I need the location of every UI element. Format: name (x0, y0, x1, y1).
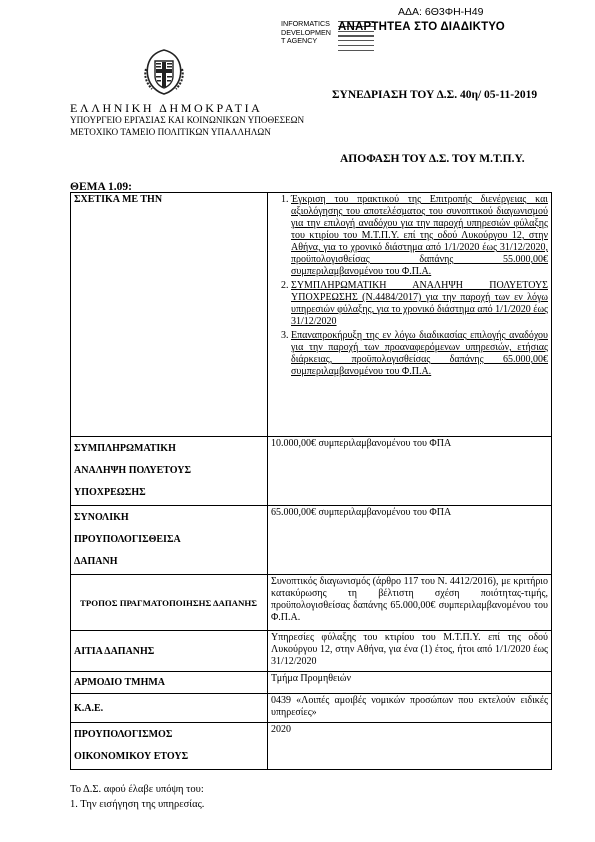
footer-intro: Το Δ.Σ. αφού έλαβε υπόψη του: (70, 784, 204, 795)
greek-emblem-icon (142, 49, 186, 95)
table-row (71, 506, 552, 575)
table-row (71, 575, 552, 631)
row-value: 10.000,00€ συμπεριλαμβανομένου του ΦΠΑ (268, 437, 552, 506)
row-label (71, 437, 268, 506)
row-label (71, 631, 268, 672)
footer-item: 1. Την εισήγηση της υπηρεσίας. (70, 799, 205, 810)
decision-details-table (70, 192, 552, 770)
row-label-line: ΣΥΜΠΛΗΡΩΜΑΤΙΚΗ (74, 443, 176, 454)
row-value: Υπηρεσίες φύλαξης του κτιρίου του Μ.Τ.Π.Υ. επί της οδού Λυκούργου 12, στην Αθήνα, για ένα (1) έτος, ήτοι από 1/1/2020 έως 31/12/2020 (268, 631, 552, 672)
digital-signature-block (281, 20, 331, 46)
row-label-line: ΠΡΟΥΠΟΛΟΓΙΣΜΟΣ (74, 729, 173, 740)
row-value: 65.000,00€ συμπεριλαμβανομένου του ΦΠΑ (268, 506, 552, 575)
decision-title: ΑΠΟΦΑΣΗ ΤΟΥ Δ.Σ. ΤΟΥ Μ.Τ.Π.Υ. (340, 153, 525, 165)
row-label: ΑΡΜΟΔΙΟ ΤΜΗΜΑ (71, 672, 268, 694)
signature-org-line: INFORMATICS (281, 19, 330, 28)
row-label (71, 575, 268, 631)
signature-org-line: DEVELOPMEN (281, 27, 331, 37)
row-value: Τμήμα Προμηθειών (268, 672, 552, 694)
row-label-line: ΔΑΠΑΝΗ (74, 556, 118, 567)
table-row (71, 631, 552, 672)
row-label: Κ.Α.Ε. (71, 694, 268, 723)
row-value: Συνοπτικός διαγωνισμός (άρθρο 117 του Ν. 4412/2016), με κριτήριο κατακύρωσης τη βέλτιστη σχέση ποιότητας-τιμής, προϋπολογισθείσας δαπάνης 65.000,00€ συμπεριλαμβανομένου του Φ.Π.Α. (268, 575, 552, 631)
table-row (71, 437, 552, 506)
row-label (71, 723, 268, 770)
table-row (71, 723, 552, 770)
row-label-line: ΠΡΟΥΠΟΛΟΓΙΣΘΕΙΣΑ (74, 534, 181, 545)
table-row (71, 193, 552, 437)
list-item: 3. Επαναπροκήρυξη της εν λόγω διαδικασίας επιλογής αναδόχου για την παροχή των προαναφερόμενων υπηρεσιών, ετήσιας διάρκειας, προϋπολογισθείσας δαπάνης 65.000,00€ συμπεριλαμβανομένου του Φ.Π.Α. (291, 330, 548, 378)
signature-org-line: T AGENCY (281, 36, 318, 46)
row-label-text: ΤΡΟΠΟΣ ΠΡΑΓΜΑΤΟΠΟΙΗΣΗΣ ΔΑΠΑΝΗΣ (80, 597, 257, 608)
subject-code: ΘΕΜΑ 1.09: (70, 181, 132, 193)
row-label-line: ΑΝΑΛΗΨΗ ΠΟΛΥΕΤΟΥΣ (74, 465, 192, 476)
list-item: 2. ΣΥΜΠΛΗΡΩΜΑΤΙΚΗ ΑΝΑΛΗΨΗ ΠΟΛΥΕΤΟΥΣ ΥΠΟΧΡΕΩΣΗΣ (Ν.4484/2017) για την παροχή των εν λόγω υπηρεσιών φύλαξης, για το χρονικό διάστημα από 1/1/2020 έως 31/12/2020 (291, 280, 548, 328)
row-label-line: ΥΠΟΧΡΕΩΣΗΣ (74, 487, 146, 498)
table-row (71, 672, 552, 694)
row-value: 2020 (268, 723, 552, 770)
ada-code: ΑΔΑ: 6Θ3ΦΗ-Η49 (398, 6, 484, 18)
row-label-line: ΟΙΚΟΝΟΜΙΚΟΥ ΕΤΟΥΣ (74, 751, 189, 762)
session-line: ΣΥΝΕΔΡΙΑΣΗ ΤΟΥ Δ.Σ. 40η/ 05-11-2019 (332, 89, 538, 101)
row-label-line: ΣΥΝΟΛΙΚΗ (74, 512, 129, 523)
table-row (71, 694, 552, 723)
subject-items-list (271, 194, 548, 378)
posted-online-label: ΑΝΑΡΤΗΤΕΑ ΣΤΟ ΔΙΑΔΙΚΤΥΟ (338, 21, 505, 33)
republic-heading: ΕΛΛΗΝΙΚΗ ΔΗΜΟΚΡΑΤΙΑ (70, 101, 263, 115)
list-item: 1. Έγκριση του πρακτικού της Επιτροπής διενέργειας και αξιολόγησης του αποτελέσματος του συνοπτικού διαγωνισμού για την επιλογή αναδόχου για την παροχή υπηρεσιών φύλαξης του κτιρίου του Μ.Τ.Π.Υ. επί της οδού Λυκούργου 12, στην Αθήνα, για το χρονικό διάστημα από 1/1/2020 έως 31/12/2020, προϋπολογισθείσας δαπάνης 55.000,00€ συμπεριλαμβανομένου του Φ.Π.Α. (291, 194, 548, 278)
row-label: ΣΧΕΤΙΚΑ ΜΕ ΤΗΝ (71, 193, 268, 437)
row-label (71, 506, 268, 575)
row-value (268, 193, 552, 437)
fund-name: ΜΕΤΟΧΙΚΟ ΤΑΜΕΙΟ ΠΟΛΙΤΙΚΩΝ ΥΠΑΛΛΗΛΩΝ (70, 127, 271, 137)
row-value: 0439 «Λοιπές αμοιβές νομικών προσώπων που εκτελούν ειδικές υπηρεσίες» (268, 694, 552, 723)
row-label-text: ΑΙΤΙΑ ΔΑΠΑΝΗΣ (74, 645, 155, 657)
ministry-name: ΥΠΟΥΡΓΕΙΟ ΕΡΓΑΣΙΑΣ ΚΑΙ ΚΟΙΝΩΝΙΚΩΝ ΥΠΟΘΕΣΕΩΝ (70, 115, 305, 125)
